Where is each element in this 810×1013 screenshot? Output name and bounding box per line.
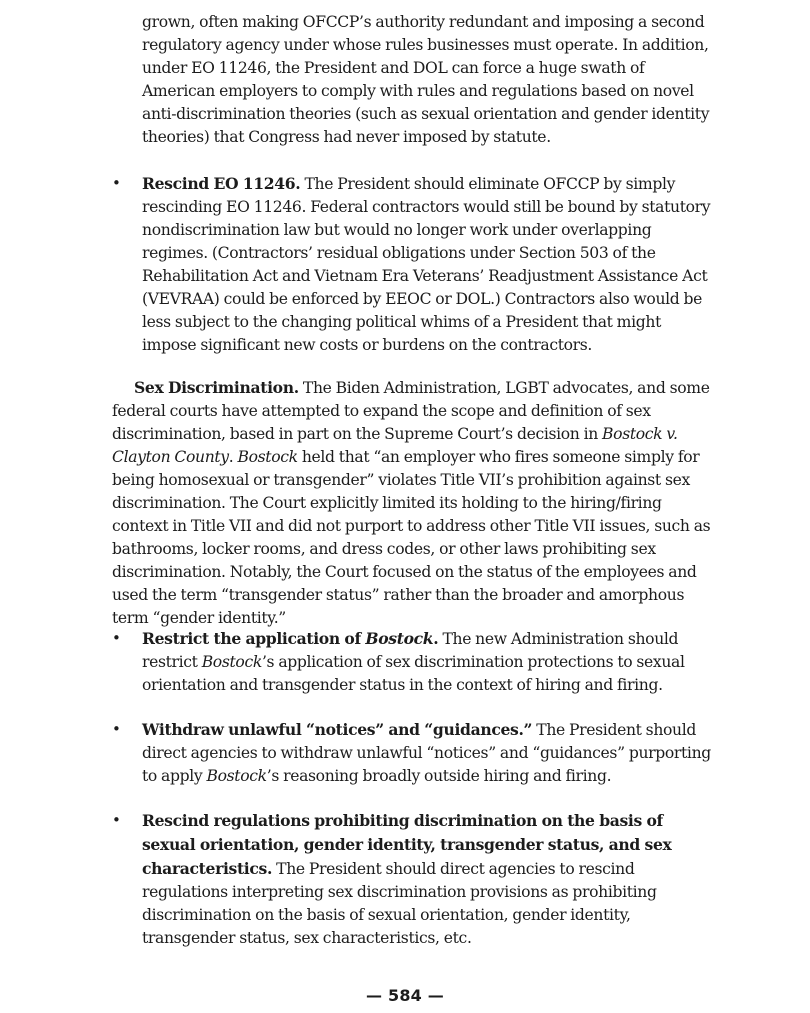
heading-text: Restrict the application of xyxy=(142,629,366,648)
case-short-name: Bostock xyxy=(206,767,267,785)
bullet-rescind-eo-11246 xyxy=(112,172,712,357)
bullet-text: The President should direct agencies to withdraw unlawful “notices” and “guidances” purporting to apply xyxy=(142,721,711,785)
bullet-marker: • xyxy=(112,720,121,738)
bullet-text: The President should direct agencies to rescind regulations interpreting sex discrimination provisions as prohibiting discrimination on the basis of sexual orientation, gender identity, transgender status, sex characteristics, etc. xyxy=(142,860,657,947)
bullet-heading: Rescind EO 11246. xyxy=(142,174,301,193)
bullet-marker: • xyxy=(112,174,121,192)
bullet-withdraw-notices xyxy=(112,718,712,788)
paragraph-text: held that “an employer who fires someone simply for being homosexual or transgender” violates Title VII’s prohibition against sex discrimination. The Court explicitly limited its holding to the hiring/firing context in Title VII and did not purport to address other Title VII issues, such as bathrooms, locker rooms, and dress codes, or other laws prohibiting sex discrimination. Notably, the Court focused on the status of the employees and used the term “transgender status” rather than the broader and amorphous term “gender identity.” xyxy=(112,448,711,627)
bullet-heading: Rescind regulations prohibiting discrimination on the basis of sexual orientation, gender identity, transgender status, and sex characteristics. xyxy=(142,811,672,878)
paragraph-text: . xyxy=(228,448,238,466)
bullet-heading: Withdraw unlawful “notices” and “guidances.” xyxy=(142,720,533,739)
case-citation: Bostock v. Clayton County xyxy=(112,425,678,466)
bullet-marker: • xyxy=(112,629,121,647)
heading-italic: Bostock xyxy=(365,629,434,648)
bullet-text: The new Administration should restrict xyxy=(142,630,679,671)
bullet-text: ’s application of sex discrimination protections to sexual orientation and transgender status in the context of hiring and firing. xyxy=(142,653,685,694)
bullet-text: The President should eliminate OFCCP by simply rescinding EO 11246. Federal contractors would still be bound by statutory nondiscrimination law but would no longer work under overlapping regimes. (Contractors’ residual obligations under Section 503 of the Rehabilitation Act and Vietnam Era Veterans’ Readjustment Assistance Act (VEVRAA) could be enforced by EEOC or DOL.) Contractors also would be less subject to the changing political whims of a President that might impose significant new costs or burdens on the contractors. xyxy=(142,175,711,354)
page-number: — 584 — xyxy=(366,986,444,1005)
bullet-heading xyxy=(142,629,438,648)
bullet-restrict-bostock xyxy=(112,627,712,697)
continuation-paragraph: grown, often making OFCCP’s authority redundant and imposing a second regulatory agency under whose rules businesses must operate. In addition, under EO 11246, the President and DOL can force a huge swath of American employers to comply with rules and regulations based on novel anti-discrimination theories (such as sexual orientation and gender identity theories) that Congress had never imposed by statute. xyxy=(142,13,710,146)
paragraph-text: The Biden Administration, LGBT advocates, and some federal courts have attempted to expand the scope and definition of sex discrimination, based in part on the Supreme Court’s decision in xyxy=(112,379,710,443)
bullet-marker: • xyxy=(112,811,121,829)
paragraph-heading: Sex Discrimination. xyxy=(134,378,299,397)
case-short-name: Bostock xyxy=(201,653,262,671)
heading-text: . xyxy=(433,629,439,648)
bullet-rescind-regulations xyxy=(112,809,712,950)
bullet-text: ’s reasoning broadly outside hiring and firing. xyxy=(266,767,612,785)
case-short-name: Bostock xyxy=(237,448,298,466)
sex-discrimination-paragraph xyxy=(112,376,712,630)
